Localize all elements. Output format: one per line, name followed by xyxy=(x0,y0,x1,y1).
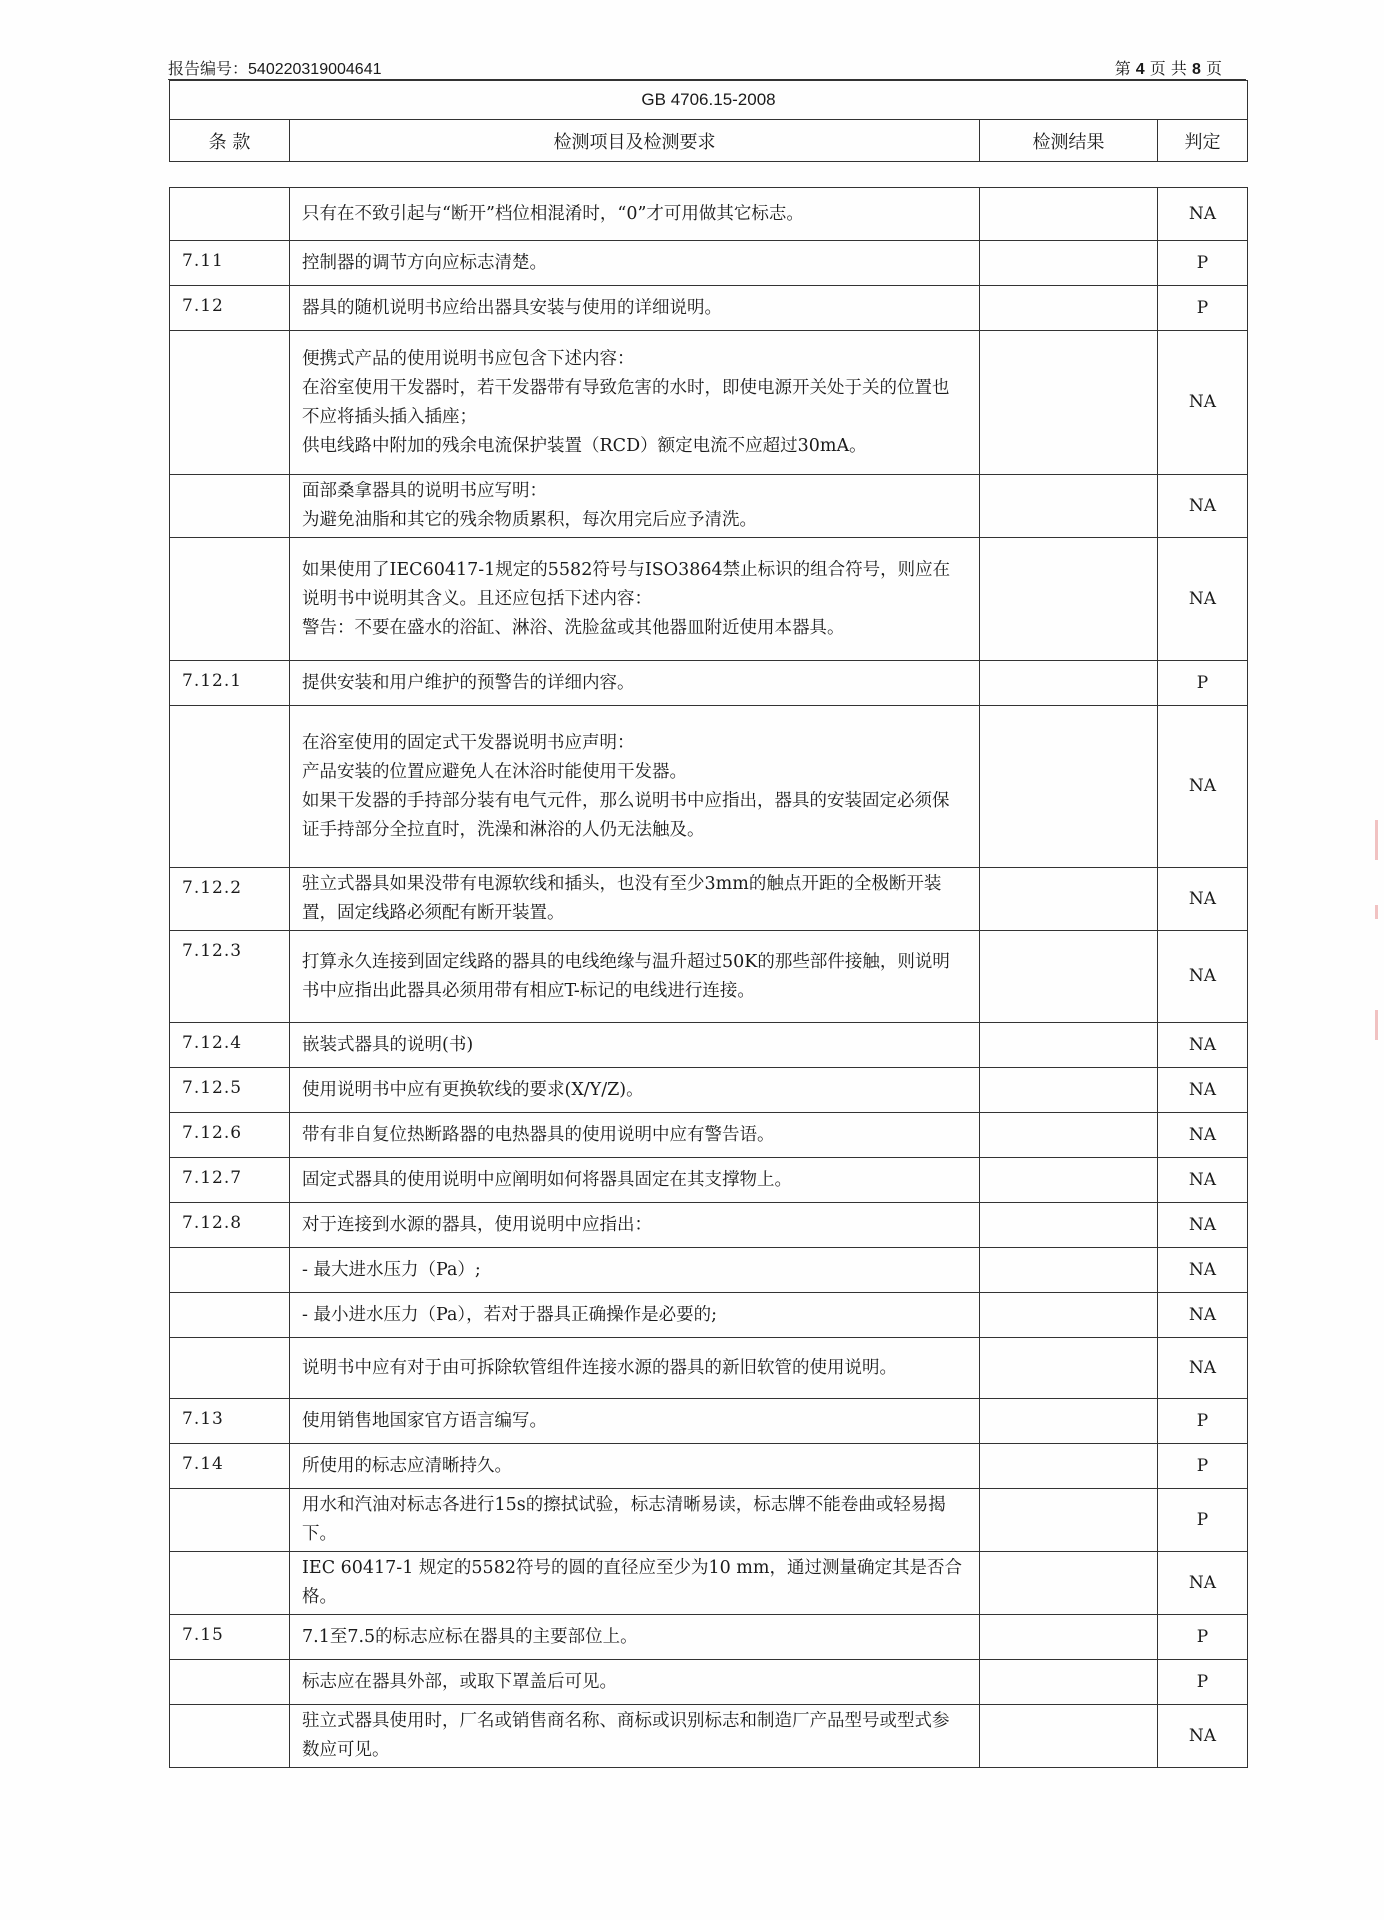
verdict-cell: P xyxy=(1158,286,1248,331)
result-cell xyxy=(980,1489,1158,1552)
verdict-cell: NA xyxy=(1158,331,1248,475)
column-verdict: 判定 xyxy=(1158,120,1248,162)
table-row xyxy=(170,1113,1248,1158)
clause-cell xyxy=(170,1660,290,1705)
table-row xyxy=(170,331,1248,475)
table-row xyxy=(170,1068,1248,1113)
verdict-cell: NA xyxy=(1158,706,1248,868)
verdict-cell: NA xyxy=(1158,868,1248,931)
clause-cell: 7.12.2 xyxy=(170,868,290,931)
requirement-cell: 所使用的标志应清晰持久。 xyxy=(290,1444,980,1489)
clause-cell: 7.12.5 xyxy=(170,1068,290,1113)
result-cell xyxy=(980,1068,1158,1113)
standard-title: GB 4706.15-2008 xyxy=(170,81,1248,120)
verdict-cell: NA xyxy=(1158,1552,1248,1615)
page-current: 4 xyxy=(1135,61,1145,78)
clause-cell: 7.13 xyxy=(170,1399,290,1444)
page-prefix: 第 xyxy=(1114,59,1131,78)
result-cell xyxy=(980,931,1158,1023)
verdict-cell: NA xyxy=(1158,1203,1248,1248)
verdict-cell: NA xyxy=(1158,1158,1248,1203)
report-number-value: 540220319004641 xyxy=(248,61,382,78)
column-requirement: 检测项目及检测要求 xyxy=(290,120,980,162)
clause-cell xyxy=(170,1705,290,1768)
table-row xyxy=(170,475,1248,538)
requirement-cell: 只有在不致引起与“断开”档位相混淆时，“0”才可用做其它标志。 xyxy=(290,188,980,241)
clause-cell xyxy=(170,188,290,241)
result-cell xyxy=(980,1248,1158,1293)
verdict-cell: NA xyxy=(1158,1248,1248,1293)
result-cell xyxy=(980,1203,1158,1248)
requirement-cell: - 最大进水压力（Pa）; xyxy=(290,1248,980,1293)
requirement-cell: 面部桑拿器具的说明书应写明： 为避免油脂和其它的残余物质累积，每次用完后应予清洗。 xyxy=(290,475,980,538)
column-clause: 条 款 xyxy=(170,120,290,162)
requirement-cell: 固定式器具的使用说明中应阐明如何将器具固定在其支撑物上。 xyxy=(290,1158,980,1203)
table-row xyxy=(170,241,1248,286)
report-number xyxy=(168,56,382,79)
result-cell xyxy=(980,661,1158,706)
verdict-cell: P xyxy=(1158,241,1248,286)
verdict-cell: NA xyxy=(1158,1023,1248,1068)
requirement-cell: 器具的随机说明书应给出器具安装与使用的详细说明。 xyxy=(290,286,980,331)
requirement-cell: 提供安装和用户维护的预警告的详细内容。 xyxy=(290,661,980,706)
verdict-cell: P xyxy=(1158,1615,1248,1660)
column-result: 检测结果 xyxy=(980,120,1158,162)
table-row xyxy=(170,1338,1248,1399)
requirement-cell: 带有非自复位热断路器的电热器具的使用说明中应有警告语。 xyxy=(290,1113,980,1158)
clause-cell xyxy=(170,1338,290,1399)
clause-cell: 7.12.7 xyxy=(170,1158,290,1203)
requirement-cell: 打算永久连接到固定线路的器具的电线绝缘与温升超过50K的那些部件接触，则说明书中应指出此器具必须用带有相应T-标记的电线进行连接。 xyxy=(290,931,980,1023)
clause-cell xyxy=(170,706,290,868)
table-row xyxy=(170,1615,1248,1660)
verdict-cell: NA xyxy=(1158,931,1248,1023)
page-total: 8 xyxy=(1191,61,1201,78)
scan-artifact-mark xyxy=(1375,1010,1378,1040)
table-row xyxy=(170,1444,1248,1489)
result-cell xyxy=(980,1705,1158,1768)
table-row xyxy=(170,1552,1248,1615)
page-mid: 页 共 xyxy=(1149,59,1187,78)
table-row xyxy=(170,661,1248,706)
verdict-cell: NA xyxy=(1158,1113,1248,1158)
verdict-cell: NA xyxy=(1158,1338,1248,1399)
clause-cell xyxy=(170,1248,290,1293)
table-row xyxy=(170,1660,1248,1705)
verdict-cell: NA xyxy=(1158,1293,1248,1338)
page-indicator xyxy=(1115,56,1222,79)
requirement-cell: 使用说明书中应有更换软线的要求(X/Y/Z)。 xyxy=(290,1068,980,1113)
clause-cell: 7.11 xyxy=(170,241,290,286)
table-row xyxy=(170,1248,1248,1293)
table-row xyxy=(170,706,1248,868)
result-cell xyxy=(980,538,1158,661)
requirement-cell: 驻立式器具如果没带有电源软线和插头，也没有至少3mm的触点开距的全极断开装置，固定线路必须配有断开装置。 xyxy=(290,868,980,931)
verdict-cell: P xyxy=(1158,1660,1248,1705)
clause-cell xyxy=(170,331,290,475)
clause-cell: 7.14 xyxy=(170,1444,290,1489)
requirement-cell: 说明书中应有对于由可拆除软管组件连接水源的器具的新旧软管的使用说明。 xyxy=(290,1338,980,1399)
result-cell xyxy=(980,868,1158,931)
result-cell xyxy=(980,1552,1158,1615)
table-row xyxy=(170,1293,1248,1338)
verdict-cell: NA xyxy=(1158,475,1248,538)
clause-cell xyxy=(170,475,290,538)
requirement-cell: 标志应在器具外部，或取下罩盖后可见。 xyxy=(290,1660,980,1705)
clause-cell xyxy=(170,1293,290,1338)
requirement-cell: 对于连接到水源的器具，使用说明中应指出： xyxy=(290,1203,980,1248)
table-row xyxy=(170,868,1248,931)
table-row xyxy=(170,188,1248,241)
verdict-cell: P xyxy=(1158,1444,1248,1489)
clause-cell: 7.15 xyxy=(170,1615,290,1660)
clause-cell xyxy=(170,538,290,661)
table-row xyxy=(170,538,1248,661)
requirement-cell: IEC 60417-1 规定的5582符号的圆的直径应至少为10 mm，通过测量确定其是否合格。 xyxy=(290,1552,980,1615)
requirement-cell: 如果使用了IEC60417-1规定的5582符号与ISO3864禁止标识的组合符号，则应在说明书中说明其含义。且还应包括下述内容： 警告：不要在盛水的浴缸、淋浴、洗脸盆或其他器皿附近使用本器具。 xyxy=(290,538,980,661)
table-row xyxy=(170,286,1248,331)
table-row xyxy=(170,1489,1248,1552)
table-row xyxy=(170,1705,1248,1768)
table-row xyxy=(170,1399,1248,1444)
result-cell xyxy=(980,706,1158,868)
verdict-cell: NA xyxy=(1158,1705,1248,1768)
requirement-cell: - 最小进水压力（Pa），若对于器具正确操作是必要的; xyxy=(290,1293,980,1338)
clause-cell: 7.12.1 xyxy=(170,661,290,706)
page-header xyxy=(168,56,1222,80)
requirement-cell: 使用销售地国家官方语言编写。 xyxy=(290,1399,980,1444)
clause-cell: 7.12.6 xyxy=(170,1113,290,1158)
clause-cell xyxy=(170,1552,290,1615)
requirement-cell: 便携式产品的使用说明书应包含下述内容： 在浴室使用干发器时，若干发器带有导致危害的水时，即使电源开关处于关的位置也不应将插头插入插座； 供电线路中附加的残余电流保护装置（RCD）额定电流不应超过30mA。 xyxy=(290,331,980,475)
scan-artifact-mark xyxy=(1375,905,1378,919)
result-cell xyxy=(980,286,1158,331)
result-cell xyxy=(980,1660,1158,1705)
verdict-cell: P xyxy=(1158,1489,1248,1552)
table-row xyxy=(170,1023,1248,1068)
table-row xyxy=(170,1203,1248,1248)
report-number-label: 报告编号： xyxy=(168,59,249,78)
verdict-cell: P xyxy=(1158,1399,1248,1444)
test-items-table xyxy=(169,187,1248,1768)
result-cell xyxy=(980,1158,1158,1203)
result-cell xyxy=(980,1113,1158,1158)
result-cell xyxy=(980,1399,1158,1444)
clause-cell: 7.12.4 xyxy=(170,1023,290,1068)
clause-cell: 7.12.3 xyxy=(170,931,290,1023)
result-cell xyxy=(980,1293,1158,1338)
table-header xyxy=(169,80,1248,162)
result-cell xyxy=(980,475,1158,538)
verdict-cell: P xyxy=(1158,661,1248,706)
verdict-cell: NA xyxy=(1158,1068,1248,1113)
result-cell xyxy=(980,331,1158,475)
scan-artifact-mark xyxy=(1375,820,1378,860)
requirement-cell: 嵌装式器具的说明(书) xyxy=(290,1023,980,1068)
clause-cell xyxy=(170,1489,290,1552)
clause-cell: 7.12.8 xyxy=(170,1203,290,1248)
requirement-cell: 在浴室使用的固定式干发器说明书应声明： 产品安装的位置应避免人在沐浴时能使用干发器。 如果干发器的手持部分装有电气元件，那么说明书中应指出，器具的安装固定必须保证手持部分全拉直时，洗澡和淋浴的人仍无法触及。 xyxy=(290,706,980,868)
result-cell xyxy=(980,241,1158,286)
requirement-cell: 用水和汽油对标志各进行15s的擦拭试验，标志清晰易读，标志牌不能卷曲或轻易揭下。 xyxy=(290,1489,980,1552)
verdict-cell: NA xyxy=(1158,188,1248,241)
requirement-cell: 控制器的调节方向应标志清楚。 xyxy=(290,241,980,286)
result-cell xyxy=(980,1444,1158,1489)
requirement-cell: 驻立式器具使用时，厂名或销售商名称、商标或识别标志和制造厂产品型号或型式参数应可见。 xyxy=(290,1705,980,1768)
result-cell xyxy=(980,1338,1158,1399)
table-row xyxy=(170,1158,1248,1203)
verdict-cell: NA xyxy=(1158,538,1248,661)
clause-cell: 7.12 xyxy=(170,286,290,331)
result-cell xyxy=(980,1615,1158,1660)
result-cell xyxy=(980,188,1158,241)
requirement-cell: 7.1至7.5的标志应标在器具的主要部位上。 xyxy=(290,1615,980,1660)
result-cell xyxy=(980,1023,1158,1068)
page-suffix: 页 xyxy=(1205,59,1222,78)
table-row xyxy=(170,931,1248,1023)
